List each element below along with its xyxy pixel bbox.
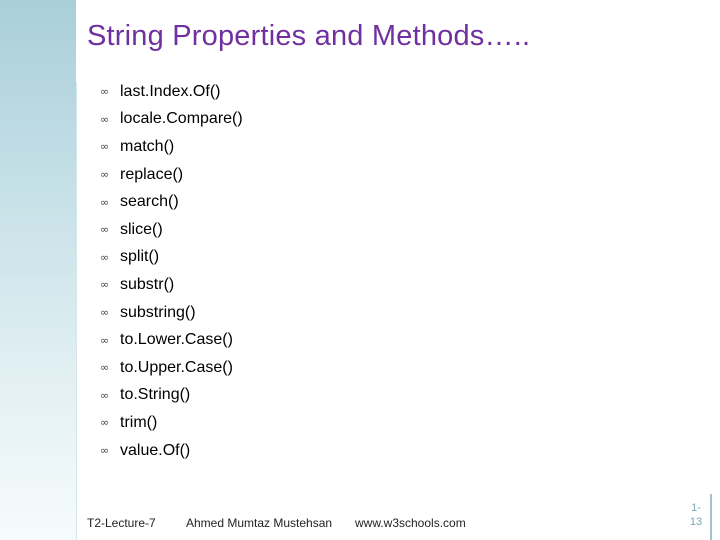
list-item-label: value.Of() <box>120 441 191 459</box>
bullet-icon: ∞ <box>100 195 110 209</box>
page-number-line1: 1- <box>691 502 701 514</box>
bullet-icon: ∞ <box>100 388 110 402</box>
bullet-list <box>100 78 243 464</box>
slide-title: String Properties and Methods….. <box>87 20 531 52</box>
footer-lecture: T2-Lecture-7 <box>87 516 156 530</box>
list-item <box>100 161 243 189</box>
side-band <box>0 0 76 540</box>
list-item-label: to.Lower.Case() <box>120 331 233 349</box>
list-item-label: slice() <box>120 220 163 238</box>
bullet-icon: ∞ <box>100 333 110 347</box>
list-item-label: last.Index.Of() <box>120 82 221 100</box>
list-item-label: substr() <box>120 275 175 293</box>
list-item <box>100 106 243 134</box>
list-item-label: replace() <box>120 165 184 183</box>
footer-website: www.w3schools.com <box>355 516 466 530</box>
bullet-icon: ∞ <box>100 85 110 99</box>
bullet-icon: ∞ <box>100 278 110 292</box>
bullet-icon: ∞ <box>100 223 110 237</box>
page-number-bar <box>710 494 712 540</box>
list-item <box>100 244 243 272</box>
list-item <box>100 299 243 327</box>
list-item-label: to.Upper.Case() <box>120 358 233 376</box>
list-item-label: trim() <box>120 413 158 431</box>
bullet-icon: ∞ <box>100 112 110 126</box>
bullet-icon: ∞ <box>100 444 110 458</box>
list-item-label: match() <box>120 137 175 155</box>
list-item <box>100 326 243 354</box>
list-item-label: search() <box>120 193 179 211</box>
list-item-label: to.String() <box>120 386 191 404</box>
list-item <box>100 382 243 410</box>
list-item <box>100 133 243 161</box>
list-item-label: substring() <box>120 303 196 321</box>
list-item <box>100 354 243 382</box>
list-item <box>100 437 243 465</box>
list-item <box>100 409 243 437</box>
bullet-icon: ∞ <box>100 168 110 182</box>
bullet-icon: ∞ <box>100 140 110 154</box>
bullet-icon: ∞ <box>100 250 110 264</box>
list-item <box>100 271 243 299</box>
list-item <box>100 188 243 216</box>
footer-author: Ahmed Mumtaz Mustehsan <box>186 516 333 530</box>
list-item <box>100 216 243 244</box>
list-item-label: split() <box>120 248 160 266</box>
bullet-icon: ∞ <box>100 306 110 320</box>
bullet-icon: ∞ <box>100 416 110 430</box>
list-item <box>100 78 243 106</box>
page-number <box>686 501 706 529</box>
bullet-icon: ∞ <box>100 361 110 375</box>
list-item-label: locale.Compare() <box>120 110 243 128</box>
page-number-line2: 13 <box>689 516 703 528</box>
